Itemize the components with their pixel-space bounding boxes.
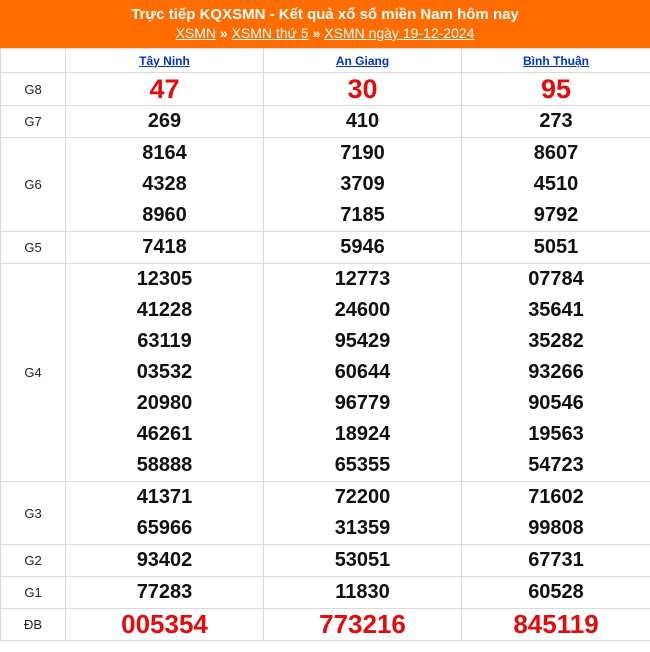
prize-label: ĐB <box>1 609 66 641</box>
province-header <box>66 49 264 73</box>
prize-number: 90546 <box>528 392 584 414</box>
prize-cell <box>264 232 462 264</box>
prize-number: 773216 <box>319 609 406 639</box>
prize-number: 24600 <box>334 299 391 321</box>
breadcrumb <box>0 24 650 42</box>
prize-cell <box>66 577 264 609</box>
results-table <box>0 48 650 641</box>
prize-number: 410 <box>345 110 380 132</box>
prize-number: 19563 <box>528 423 584 445</box>
prize-row-g4 <box>1 264 650 482</box>
prize-cell <box>66 482 264 545</box>
prize-row-g3 <box>1 482 650 545</box>
page-title: Trực tiếp KQXSMN - Kết quả xổ số miền Nam hôm nay <box>131 6 519 23</box>
prize-number: 8960 <box>142 204 187 226</box>
breadcrumb-xsmn-date[interactable]: XSMN ngày 19-12-2024 <box>324 25 475 41</box>
prize-number: 65355 <box>334 454 391 476</box>
province-link-binh-thuan[interactable]: Bình Thuận <box>523 53 589 68</box>
prize-number: 005354 <box>121 609 208 639</box>
prize-number: 53051 <box>334 549 391 571</box>
prize-number: 8607 <box>533 142 579 164</box>
prize-number: 5051 <box>533 236 579 258</box>
prize-number: 7185 <box>340 204 385 226</box>
prize-number: 41371 <box>136 486 193 508</box>
prize-number: 93402 <box>136 549 193 571</box>
prize-cell <box>462 545 650 577</box>
prize-label: G3 <box>1 482 66 545</box>
prize-number: 47 <box>149 74 180 104</box>
prize-number: 12773 <box>334 268 391 290</box>
prize-number: 273 <box>539 110 573 132</box>
prize-number: 7418 <box>142 236 187 258</box>
prize-number: 95429 <box>334 330 391 352</box>
prize-number: 60644 <box>334 361 391 383</box>
prize-column-header <box>1 49 66 73</box>
prize-cell <box>264 264 462 482</box>
prize-cell <box>462 73 650 106</box>
prize-row-g5 <box>1 232 650 264</box>
prize-number: 07784 <box>528 268 584 290</box>
prize-cell <box>66 609 264 641</box>
prize-label: G2 <box>1 545 66 577</box>
prize-number: 71602 <box>528 486 584 508</box>
prize-cell <box>462 609 650 641</box>
prize-number: 12305 <box>136 268 193 290</box>
prize-number: 7190 <box>340 142 385 164</box>
prize-number: 30 <box>347 74 378 104</box>
prize-number: 63119 <box>137 330 192 352</box>
prize-label: G7 <box>1 106 66 138</box>
prize-cell <box>462 577 650 609</box>
prize-cell <box>264 138 462 232</box>
prize-number: 4510 <box>533 173 579 195</box>
prize-number: 65966 <box>136 517 193 539</box>
prize-row-g7 <box>1 106 650 138</box>
prize-number: 35641 <box>528 299 584 321</box>
prize-number: 03532 <box>136 361 193 383</box>
breadcrumb-separator: » <box>219 25 228 41</box>
prize-number: 9792 <box>533 204 579 226</box>
breadcrumb-xsmn-thu-5[interactable]: XSMN thứ 5 <box>231 25 309 41</box>
prize-number: 77283 <box>136 581 193 603</box>
prize-number: 54723 <box>528 454 584 476</box>
prize-number: 99808 <box>528 517 584 539</box>
prize-number: 20980 <box>136 392 193 414</box>
province-link-an-giang[interactable]: An Giang <box>335 53 390 68</box>
prize-row-g2 <box>1 545 650 577</box>
prize-cell <box>66 106 264 138</box>
prize-row-g1 <box>1 577 650 609</box>
page-header <box>0 0 650 48</box>
prize-number: 11830 <box>335 581 390 603</box>
prize-cell <box>264 577 462 609</box>
prize-cell <box>462 138 650 232</box>
prize-row-g6 <box>1 138 650 232</box>
prize-cell <box>264 73 462 106</box>
breadcrumb-separator: » <box>312 25 321 41</box>
prize-label: G4 <box>1 264 66 482</box>
province-header-row <box>1 49 650 73</box>
prize-number: 35282 <box>528 330 584 352</box>
prize-number: 269 <box>147 110 182 132</box>
prize-number: 3709 <box>340 173 385 195</box>
prize-number: 95 <box>540 74 572 104</box>
prize-row-g8 <box>1 73 650 106</box>
breadcrumb-xsmn[interactable]: XSMN <box>175 25 217 41</box>
prize-number: 58888 <box>136 454 193 476</box>
province-header <box>264 49 462 73</box>
prize-label: G8 <box>1 73 66 106</box>
prize-cell <box>462 232 650 264</box>
prize-row-db <box>1 609 650 641</box>
prize-cell <box>264 545 462 577</box>
prize-cell <box>462 106 650 138</box>
prize-rows <box>1 73 650 641</box>
prize-number: 18924 <box>334 423 391 445</box>
prize-number: 31359 <box>334 517 391 539</box>
province-link-tay-ninh[interactable]: Tây Ninh <box>139 53 190 68</box>
prize-label: G6 <box>1 138 66 232</box>
prize-number: 93266 <box>528 361 584 383</box>
prize-number: 72200 <box>334 486 391 508</box>
province-header <box>462 49 650 73</box>
prize-number: 96779 <box>334 392 391 414</box>
prize-number: 60528 <box>528 581 584 603</box>
prize-cell <box>462 264 650 482</box>
prize-label: G1 <box>1 577 66 609</box>
prize-number: 8164 <box>142 142 187 164</box>
prize-cell <box>66 138 264 232</box>
prize-number: 4328 <box>142 173 187 195</box>
prize-number: 5946 <box>340 236 385 258</box>
prize-cell <box>66 232 264 264</box>
prize-cell <box>66 545 264 577</box>
prize-cell <box>66 73 264 106</box>
prize-cell <box>264 482 462 545</box>
prize-label: G5 <box>1 232 66 264</box>
prize-number: 845119 <box>513 609 599 639</box>
prize-number: 67731 <box>528 549 584 571</box>
prize-number: 41228 <box>136 299 193 321</box>
prize-cell <box>264 609 462 641</box>
prize-cell <box>264 106 462 138</box>
prize-number: 46261 <box>136 423 193 445</box>
prize-cell <box>66 264 264 482</box>
prize-cell <box>462 482 650 545</box>
